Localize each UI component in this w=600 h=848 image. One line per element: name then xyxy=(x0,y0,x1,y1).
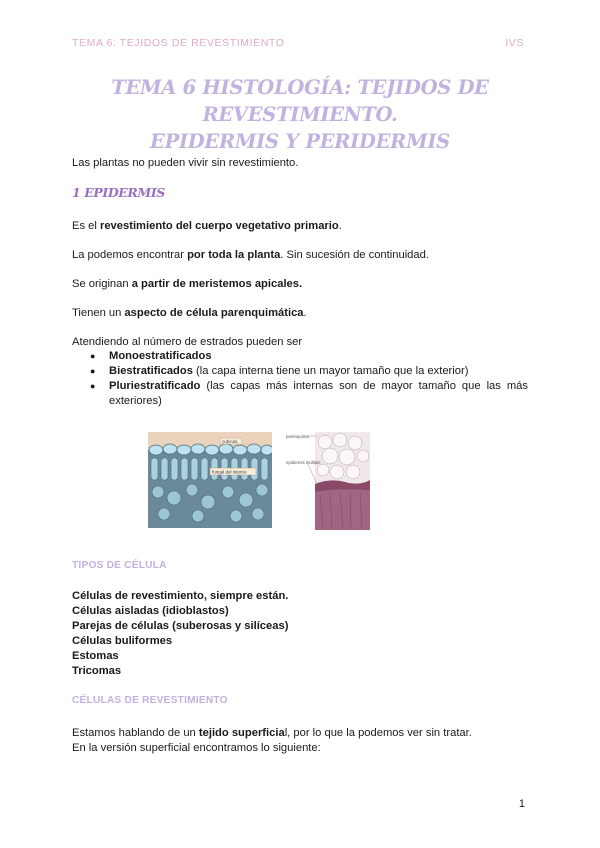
text: Es el xyxy=(72,220,100,232)
paragraph-4 xyxy=(72,306,528,321)
bold-text: revestimiento del cuerpo vegetativo primario xyxy=(99,220,339,232)
text: . xyxy=(338,220,342,232)
paragraph-1 xyxy=(72,219,528,234)
text: l, por lo que la podemos ver sin tratar. xyxy=(284,727,472,739)
intro-paragraph: Las plantas no pueden vivir sin revestimiento. xyxy=(72,157,299,169)
revestimiento-paragraph-2: En la versión superficial encontramos lo siguiente: xyxy=(72,742,321,754)
paragraph-5: Atendiendo al número de estrados pueden ser xyxy=(72,336,303,348)
cell-types-list xyxy=(72,589,288,679)
section-heading-revestimiento: CÉLULAS DE REVESTIMIENTO xyxy=(72,695,228,706)
text: . Sin sucesión de continuidad. xyxy=(280,249,429,261)
bold-text: aspecto de célula parenquimática xyxy=(124,307,304,319)
page-number: 1 xyxy=(518,798,525,810)
text: La podemos encontrar xyxy=(72,249,188,261)
text: . xyxy=(303,307,307,319)
running-header-title: TEMA 6: TEJIDOS DE REVESTIMIENTO xyxy=(72,37,285,49)
text: (las capas más internas son de mayor tamaño que las más exteriores) xyxy=(109,380,528,407)
title-line-1: TEMA 6 HISTOLOGÍA: TEJIDOS DE REVESTIMIENTO. xyxy=(111,76,489,126)
figure-label: cutícula xyxy=(222,439,238,444)
document-title xyxy=(40,74,560,155)
running-header-initials: IVS xyxy=(505,37,524,49)
bold-text: por toda la planta xyxy=(187,249,281,261)
paragraph-2 xyxy=(72,248,528,263)
list-item: Estomas xyxy=(72,650,119,662)
list-item: Células aisladas (idioblastos) xyxy=(72,605,229,617)
text: Estamos hablando de un xyxy=(72,727,199,739)
list-item: Tricomas xyxy=(72,665,122,677)
bold-text: tejido superficia xyxy=(198,727,285,739)
bold-text: Biestratificados xyxy=(109,365,193,377)
bullet-icon: ● xyxy=(90,366,96,376)
text: (la capa interna tiene un mayor tamaño que la exterior) xyxy=(192,365,469,377)
stratification-list xyxy=(72,349,528,409)
title-line-2: EPIDERMIS Y PERIDERMIS xyxy=(150,130,450,153)
list-item xyxy=(72,364,528,379)
bullet-icon: ● xyxy=(90,351,96,361)
bullet-icon: ● xyxy=(90,381,96,391)
figure-label: epidermis múltiple xyxy=(286,460,321,465)
multiple-epidermis-image xyxy=(285,432,370,530)
revestimiento-paragraph-1 xyxy=(72,726,528,741)
section-heading-tipos: TIPOS DE CÉLULA xyxy=(72,560,167,571)
section-heading-epidermis: 1 EPIDERMIS xyxy=(72,185,165,200)
figure-label: fungal del interno xyxy=(212,469,247,475)
text: Tienen un xyxy=(72,307,125,319)
bold-text: a partir de meristemos apicales. xyxy=(131,278,303,290)
bold-text: Pluriestratificado xyxy=(109,380,201,392)
figure-label: parénquima xyxy=(286,434,309,439)
list-item: Células de revestimiento, siempre están. xyxy=(72,590,289,602)
list-item: Células buliformes xyxy=(72,635,173,647)
list-item xyxy=(72,379,528,409)
list-item: Parejas de células (suberosas y silíceas) xyxy=(72,620,289,632)
bold-text: Monoestratificados xyxy=(109,350,212,362)
leaf-cross-section-image xyxy=(148,432,272,528)
list-item xyxy=(72,349,528,364)
paragraph-3 xyxy=(72,277,528,292)
text: Se originan xyxy=(72,278,132,290)
